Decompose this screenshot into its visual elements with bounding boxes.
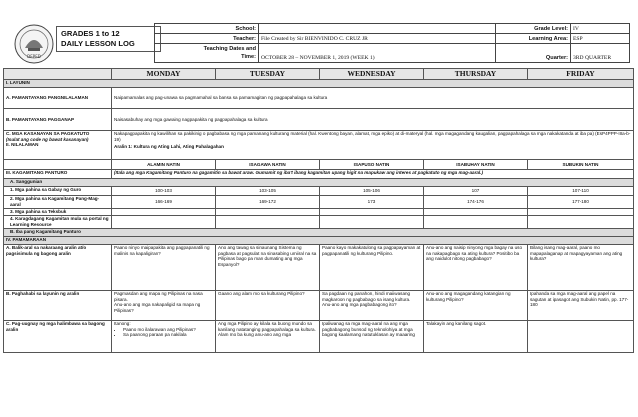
paghahabi-cell: Pagmasdan ang mapa ng Pilipinas na nasa pisara. Anu-ano ang mga nakapaligid sa mapa ng Pilipinas? <box>112 291 216 321</box>
day-title-1: ALAMIN NATIN <box>112 160 216 170</box>
balik-aral-label: A. Balik-aral sa nakaraang aralin at/o pagsisimula ng bagong aralin <box>4 245 112 291</box>
kasanayan-text: Nakapagpapakita ng kawilihan sa pakikinig o pagbabasa ng mga pamanang kulturang material (hal. Kwentong bayan, alamat, mga epiko) at di-materyal (hal. mga magagandang kaugalian, pagpapahalaga sa mga nakakatanda at iba pa) (EsP4PPP-IIIa-b-19) <box>114 131 631 142</box>
kagamitan-pahina-value: 166-169 <box>112 196 216 209</box>
log-title: GRADES 1 to 12 DAILY LESSON LOG <box>56 26 161 52</box>
nilalaman-label: II. NILALAMAN <box>6 142 39 148</box>
teacher-value: File Created by Sir BIENVINIDO C. CRUZ JR <box>259 34 496 44</box>
gabay-value: 103-105 <box>216 187 320 196</box>
layunin-heading: I. LAYUNIN <box>4 80 634 88</box>
grade-level-label: Grade Level: <box>496 24 571 34</box>
day-wednesday: WEDNESDAY <box>320 69 424 80</box>
empty-cell <box>320 216 424 229</box>
learning-area-value: ESP <box>571 34 630 44</box>
pag-uugnay-cell: Talakayin ang kanilang sagot. <box>424 321 528 353</box>
karagdagang-label: 4. Karagdagang Kagamitan mula sa portal ng Learning Resource <box>4 216 112 229</box>
kagamitan-pahina-value: 169-172 <box>216 196 320 209</box>
pagganap-label: B. PAMANTAYANG PAGGANAP <box>4 109 112 131</box>
balik-aral-cell: Paano ninyo maipapakita ang pagpapanatili ng malinis na kapaligiran? <box>112 245 216 291</box>
empty-cell <box>528 216 634 229</box>
day-tuesday: TUESDAY <box>216 69 320 80</box>
teksbuk-label: 3. Mga pahina sa Teksbuk <box>4 209 112 216</box>
gabay-label: 1. Mga pahina sa Gabay ng Guro <box>4 187 112 196</box>
day-friday: FRIDAY <box>528 69 634 80</box>
nilalaman-text: Aralin 1: Kultura ng Ating Lahi, Ating Pahalagahan <box>114 144 224 150</box>
kasanayan-cell <box>4 131 112 160</box>
corner-cell <box>4 69 112 80</box>
kagamitan-text: (Itala ang mga Kagamitang Panturo na gagamitin sa bawat araw. Gumamit ng iba't ibang kagamitan upang higit na mapukaw ang interes at pagkatuto ng mga mag-aaral.) <box>112 170 634 179</box>
pamamaraan-heading: IV. PAMAMARAAN <box>4 237 634 245</box>
blank-cell <box>4 160 112 170</box>
empty-cell <box>112 209 216 216</box>
kagamitan-pahina-value: 174-176 <box>424 196 528 209</box>
day-title-3: ISAPUSO NATIN <box>320 160 424 170</box>
balik-aral-cell: Ano ang tawag sa sinaunang Sistema ng pagbasa at pagsulat na sinasabing umiiral na sa Pilipinas bago pa man dumating ang mga Espanyol? <box>216 245 320 291</box>
empty-cell <box>424 216 528 229</box>
sanggunian-heading: A. Sanggunian <box>4 179 634 187</box>
day-monday: MONDAY <box>112 69 216 80</box>
header-info-table <box>154 23 630 63</box>
dates-label: Teaching Dates and Time: <box>155 44 259 63</box>
pag-uugnay-cell: Ipaliwanag sa mga mag-aaral na ang mga pagbabagong bunsod ng teknolohiya at mga bagong kaalamang natutuklasan ay maaaring <box>320 321 424 353</box>
empty-cell <box>112 216 216 229</box>
deped-seal-icon <box>14 24 54 64</box>
day-title-2: ISAGAWA NATIN <box>216 160 320 170</box>
paghahabi-cell: Anu-ano ang magagandang katangian ng kulturang Pilipino? <box>424 291 528 321</box>
kagamitan-pahina-value: 173 <box>320 196 424 209</box>
dates-value: OCTOBER 28 – NOVEMBER 1, 2019 (WEEK 1) <box>259 44 496 63</box>
pagganap-text: Naisasabuhay ang mga gawaing nagpapakita ng pagpapahalaga sa kultura <box>112 109 634 131</box>
kagamitan-pahina-value: 177-180 <box>528 196 634 209</box>
day-title-4: ISABUHAY NATIN <box>424 160 528 170</box>
kasanayan-label: C. MGA KASANAYAN SA PAGKATUTO <box>6 131 90 136</box>
days-header-row <box>4 69 634 80</box>
learning-area-label: Learning Area: <box>496 34 571 44</box>
list-item: • Paano mo ilalarawan ang Pilipinas? <box>123 327 213 333</box>
iba-pang-heading: B. Iba pang Kagamitang Panturo <box>4 229 634 237</box>
empty-cell <box>424 209 528 216</box>
lesson-log-table <box>3 68 634 353</box>
pag-uugnay-cell <box>112 321 216 353</box>
quarter-value: 3RD QUARTER <box>571 44 630 63</box>
balik-aral-cell: Anu-ano ang naisip ninyong mga bagay na uso na nakapagbago sa ating kultura? Positibo ba ang naidulot nitong pagbabago? <box>424 245 528 291</box>
quarter-label: Quarter: <box>496 44 571 63</box>
svg-text:DEPED: DEPED <box>27 54 41 59</box>
pag-uugnay-intro: Itanong: <box>114 321 131 326</box>
pag-uugnay-cell: Ang mga Pilipino ay kilala sa buong mundo sa kanilang natatanging pagpapahalaga sa kultura. Alam mo ba kung anu-ano ang mga <box>216 321 320 353</box>
list-item: • Sa paanong paraan pa nakilala <box>123 332 213 338</box>
gabay-value: 100-103 <box>112 187 216 196</box>
kasanayan-cell-text <box>112 131 634 160</box>
empty-cell <box>528 209 634 216</box>
school-value <box>259 24 496 34</box>
pag-uugnay-label: C. Pag-uugnay ng mga halimbawa sa bagong aralin <box>4 321 112 353</box>
gabay-value: 105-106 <box>320 187 424 196</box>
gabay-value: 107-110 <box>528 187 634 196</box>
empty-cell <box>320 209 424 216</box>
teacher-label: Teacher: <box>155 34 259 44</box>
school-label: School: <box>155 24 259 34</box>
kasanayan-sub: (Isulat ang code ng bawat kasanayan) <box>6 136 89 142</box>
paghahabi-cell: Ipahanda sa mga mag-aaral ang papel na sagutan at ipasagot ang Subukin Natin, pp. 177-180 <box>528 291 634 321</box>
kagamitan-label: III. KAGAMITANG PANTURO <box>4 170 112 179</box>
paghahabi-cell: Sa pagdaan ng panahon, hindi maiiwasang magkaroon ng pagbabago sa isang kultura. Anu-ano ang mga pagbabagong ito? <box>320 291 424 321</box>
balik-aral-cell: Paano kayo makakatulong sa pagpapayaman at pagpapanatili ng kulturang Pilipino. <box>320 245 424 291</box>
pangnilalaman-text: Naipamamalas ang pag-unawa sa pagmamahal sa bansa sa pamamagitan ng pagpapahalaga sa kultura <box>112 88 634 109</box>
paghahabi-label: B. Paghahabi sa layunin ng aralin <box>4 291 112 321</box>
grade-level-value: IV <box>571 24 630 34</box>
pag-uugnay-cell <box>528 321 634 353</box>
empty-cell <box>216 216 320 229</box>
pangnilalaman-label: A. PAMANTAYANG PANGNILALAMAN <box>4 88 112 109</box>
day-title-5: SUBUKIN NATIN <box>528 160 634 170</box>
gabay-value: 107 <box>424 187 528 196</box>
pag-uugnay-list <box>114 327 213 338</box>
empty-cell <box>216 209 320 216</box>
kagamitan-pahina-label: 2. Mga pahina sa Kagamitang Pang-Mag-aaral <box>4 196 112 209</box>
day-thursday: THURSDAY <box>424 69 528 80</box>
paghahabi-cell: Gaano ang alam mo sa kulturang Pilipino? <box>216 291 320 321</box>
balik-aral-cell: Bilang isang mag-aaral, paano mo mapapalaganap at mapagyayaman ang ating kultura? <box>528 245 634 291</box>
